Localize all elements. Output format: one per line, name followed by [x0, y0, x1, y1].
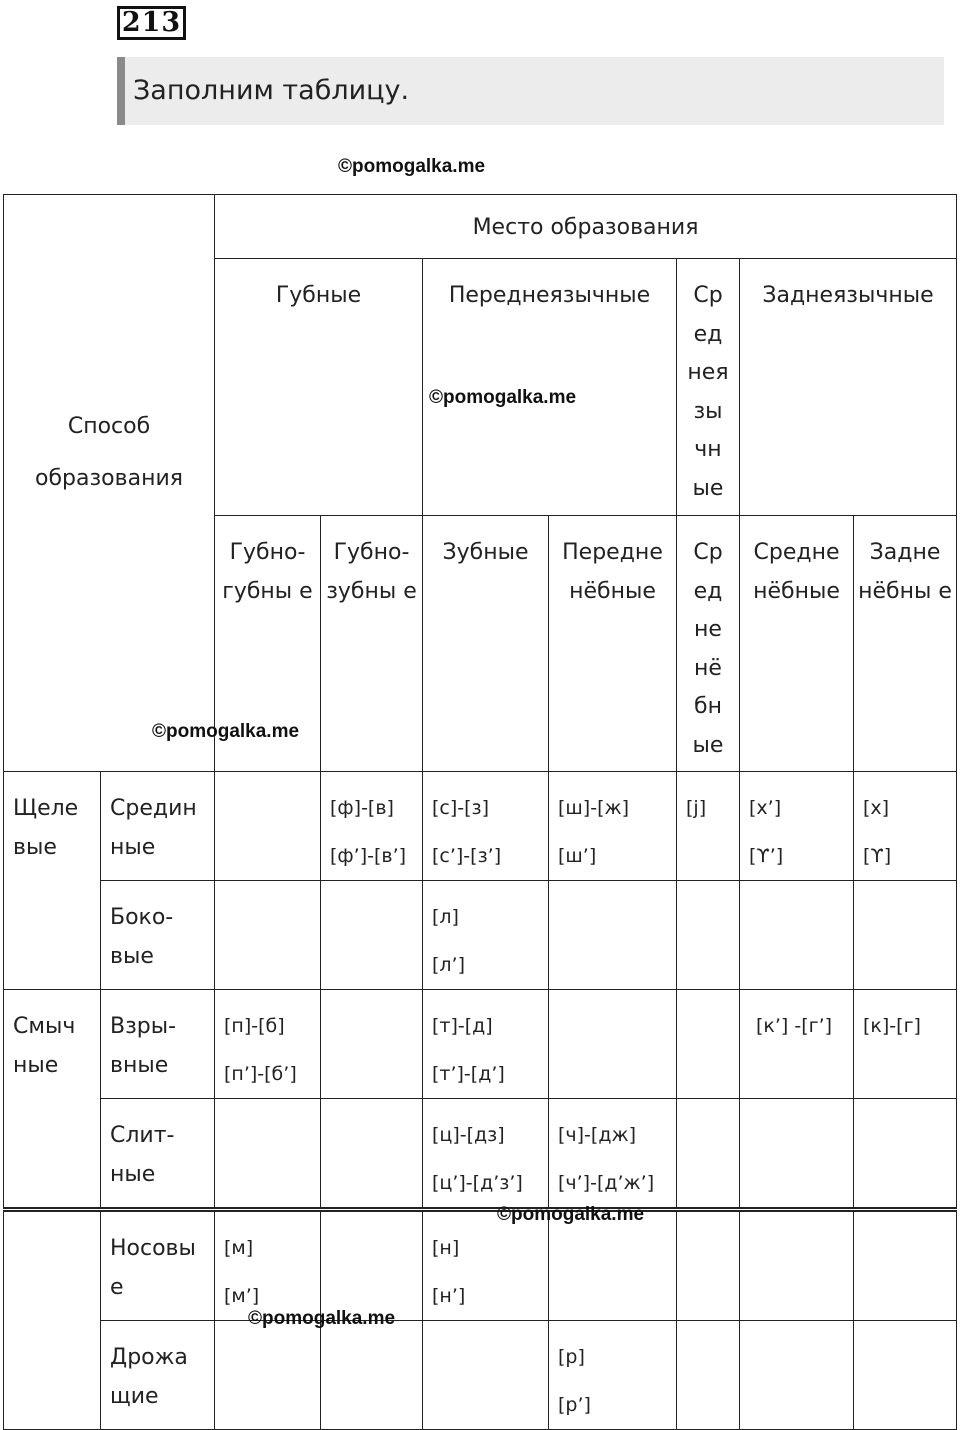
cell: [740, 990, 854, 1099]
sound: [р’]: [558, 1394, 591, 1416]
cell: [677, 990, 740, 1099]
row-sub-label: Слит-ные: [101, 1099, 215, 1210]
corner-header: [4, 195, 215, 772]
cell: [549, 1321, 677, 1430]
corner-line-1: Способ: [67, 414, 151, 439]
watermark: ©pomogalka.me: [338, 156, 486, 177]
cell: [423, 881, 549, 990]
sub-dental: Зубные: [423, 516, 549, 772]
cell: [677, 1321, 740, 1430]
sound: [х’]: [749, 797, 782, 819]
cell: [423, 1210, 549, 1321]
cell: [215, 881, 321, 990]
cell: [677, 1210, 740, 1321]
cell: [321, 1210, 423, 1321]
cell: [549, 881, 677, 990]
row-group-label: Щеле вые: [4, 772, 101, 990]
sub-frontpalatal: Передне нёбные: [549, 516, 677, 772]
cell: [677, 881, 740, 990]
cell: [423, 990, 549, 1099]
cell: [215, 772, 321, 881]
row-group-label: Смыч ные: [4, 990, 101, 1210]
row-sub-label: Носовы е: [101, 1210, 215, 1321]
group-frontlingual: Переднеязычные: [423, 259, 677, 516]
watermark: ©pomogalka.me: [152, 721, 300, 742]
table-row: [4, 881, 957, 990]
cell: [740, 1099, 854, 1210]
sound: [л’]: [432, 954, 466, 976]
sound: [с]-[з]: [432, 797, 490, 819]
consonants-table: [3, 194, 957, 1430]
sound: [ф]-[в]: [330, 797, 394, 819]
corner-line-2: образования: [35, 466, 183, 491]
cell: [423, 1099, 549, 1210]
row-sub-label: Дрожа щие: [101, 1321, 215, 1430]
sound: [ц]-[дз]: [432, 1124, 505, 1146]
sound: [п’]-[б’]: [224, 1063, 297, 1085]
group-midlingual: Ср ед нея зы чн ые: [677, 259, 740, 516]
instruction-banner: [117, 57, 944, 125]
watermark: ©pomogalka.me: [429, 387, 577, 408]
group-labial: Губные: [215, 259, 423, 516]
sub-midlingual: Ср ед не нё бн ые: [677, 516, 740, 772]
sound: [п]-[б]: [224, 1015, 285, 1037]
cell: [549, 990, 677, 1099]
cell: [321, 990, 423, 1099]
cell: [215, 1321, 321, 1430]
sound: [ч’]-[д’ж’]: [558, 1172, 655, 1194]
sound: [т’]-[д’]: [432, 1063, 505, 1085]
sound: [ф’]-[в’]: [330, 845, 407, 867]
row-sub-label: Взры-вные: [101, 990, 215, 1099]
sound: [ш]-[ж]: [558, 797, 630, 819]
watermark: ©pomogalka.me: [248, 1308, 396, 1329]
cell: [321, 1321, 423, 1430]
cell: [549, 1099, 677, 1210]
cell: [854, 990, 957, 1099]
sound: [к’] -[г’]: [756, 1015, 833, 1037]
cell: [549, 772, 677, 881]
cell: [854, 1210, 957, 1321]
sub-midpalatal: Средне нёбные: [740, 516, 854, 772]
cell: [549, 1210, 677, 1321]
table-row: [4, 990, 957, 1099]
cell: [677, 1099, 740, 1210]
cell: [854, 772, 957, 881]
table-row: [4, 1099, 957, 1210]
sound: [ч]-[дж]: [558, 1124, 636, 1146]
sub-backpalatal: Задне нёбны е: [854, 516, 957, 772]
row-group-empty: [4, 1210, 101, 1430]
table-row: [4, 772, 957, 881]
instruction-text: Заполним таблицу.: [133, 75, 410, 106]
cell: [321, 772, 423, 881]
cell: [740, 1321, 854, 1430]
sound: [ϒ]: [863, 845, 892, 867]
sound: [к]-[г]: [863, 1015, 921, 1037]
sound: [н]: [432, 1237, 460, 1259]
cell: [740, 772, 854, 881]
cell: [321, 1099, 423, 1210]
table-row: [4, 1321, 957, 1430]
cell: [854, 881, 957, 990]
cell: [423, 772, 549, 881]
cell: [423, 1321, 549, 1430]
task-number: 213: [117, 6, 186, 40]
table-row: [4, 1210, 957, 1321]
sound: [с’]-[з’]: [432, 845, 502, 867]
sound: [х]: [863, 797, 890, 819]
place-header: Место образования: [215, 195, 957, 259]
sound: [л]: [432, 906, 459, 928]
sub-bilabial: Губно-губны е: [215, 516, 321, 772]
sound: [м]: [224, 1237, 254, 1259]
sound: [н’]: [432, 1285, 466, 1307]
sound: [ш’]: [558, 845, 597, 867]
cell: [854, 1321, 957, 1430]
cell: [215, 1210, 321, 1321]
cell: [215, 990, 321, 1099]
sound: [т]-[д]: [432, 1015, 493, 1037]
watermark: ©pomogalka.me: [497, 1204, 645, 1225]
sound: [р]: [558, 1346, 585, 1368]
cell: [677, 772, 740, 881]
sub-labiodental: Губно-зубны е: [321, 516, 423, 772]
sound: [м’]: [224, 1285, 260, 1307]
cell: [854, 1099, 957, 1210]
sound: [ϒ’]: [749, 845, 784, 867]
cell: [321, 881, 423, 990]
cell: [215, 1099, 321, 1210]
row-sub-label: Боко-вые: [101, 881, 215, 990]
sound: [ц’]-[д’з’]: [432, 1172, 523, 1194]
group-backlingual: Заднеязычные: [740, 259, 957, 516]
cell: [740, 881, 854, 990]
row-sub-label: Средин ные: [101, 772, 215, 881]
cell: [740, 1210, 854, 1321]
sound: [j]: [686, 797, 707, 819]
